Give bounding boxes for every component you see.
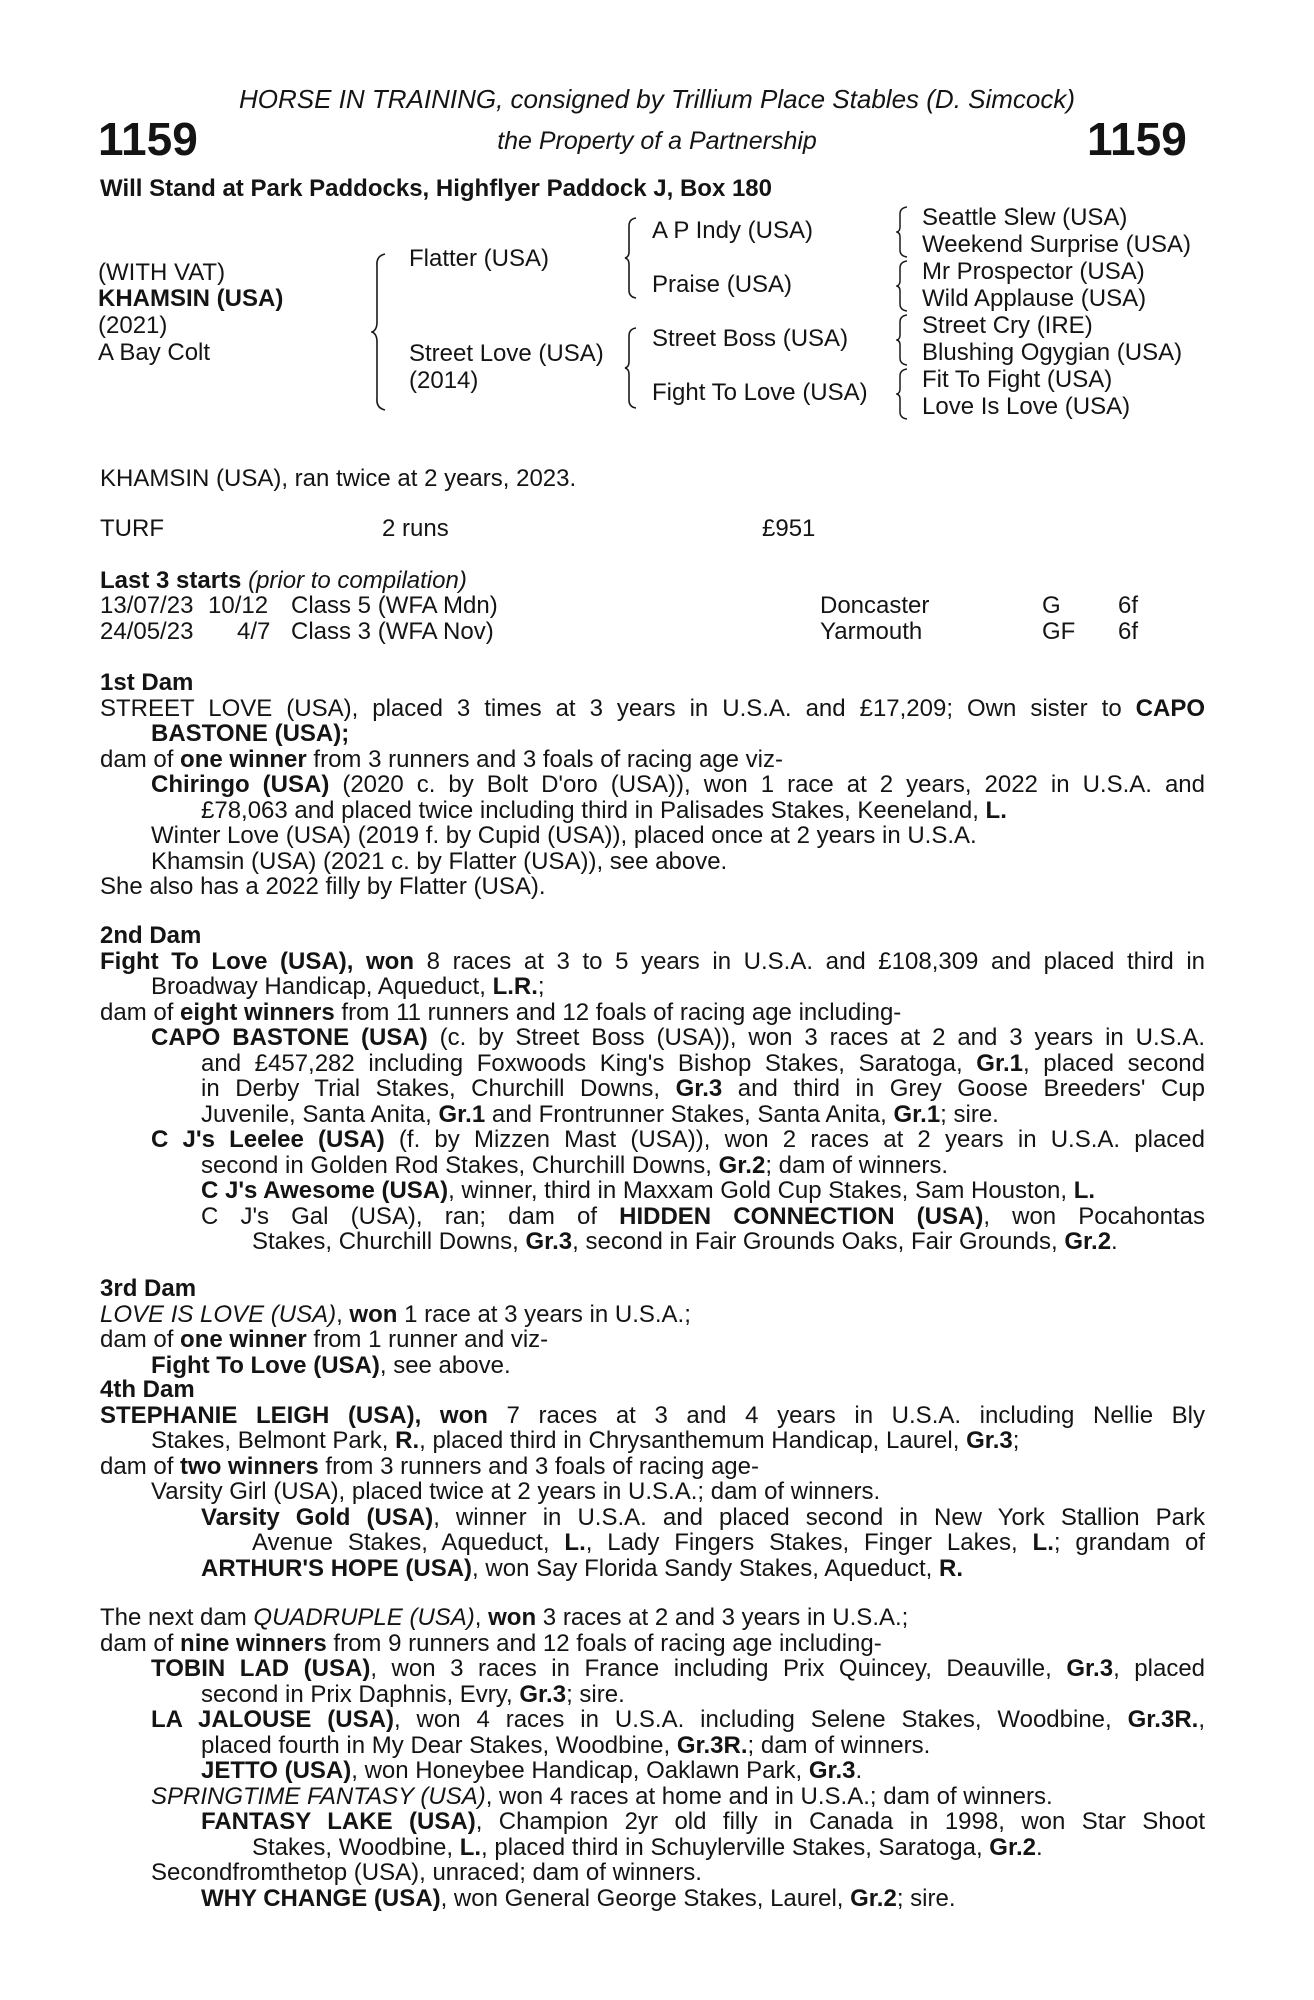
pedigree-brace-g2 [896, 259, 910, 313]
horse-name: KHAMSIN (USA) [98, 285, 284, 312]
lot-number-left: 1159 [98, 113, 198, 165]
pedigree-sire-dam: Praise (USA) [652, 271, 793, 298]
progeny-line: FANTASY LAKE (USA), Champion 2yr old filly in Canada in 1998, won Star Shoot [201, 1809, 1205, 1835]
text-line: second in Prix Daphnis, Evry, Gr.3; sire. [201, 1680, 625, 1708]
fourth-dam-section [100, 1377, 1205, 1581]
progeny-line: Khamsin (USA) (2021 c. by Flatter (USA)), see above. [151, 847, 728, 875]
lot-number-right: 1159 [1087, 113, 1187, 165]
record-surface: TURF [100, 515, 164, 542]
last-starts-note: (prior to compilation) [248, 567, 467, 594]
section-heading: 4th Dam [100, 1376, 195, 1403]
vat-note: (WITH VAT) [98, 259, 226, 286]
record-runs: 2 runs [382, 515, 449, 542]
section-heading: 2nd Dam [100, 922, 202, 949]
section-heading: 1st Dam [100, 669, 194, 696]
text-line: Broadway Handicap, Aqueduct, L.R.; [151, 973, 545, 1000]
start-date: 24/05/23 [100, 618, 194, 645]
start-distance: 6f [1118, 592, 1139, 619]
progeny-line: Winter Love (USA) (2019 f. by Cupid (USA)), placed once at 2 years in U.S.A. [151, 822, 977, 849]
progeny-line: C J's Gal (USA), ran; dam of HIDDEN CONNECTION (USA), won Pocahontas [201, 1203, 1205, 1229]
progeny-line: Chiringo (USA) (2020 c. by Bolt D'oro (USA)), won 1 race at 2 years, 2022 in U.S.A. and [151, 772, 1205, 798]
text-line: Stakes, Churchill Downs, Gr.3, second in Fair Grounds Oaks, Fair Grounds, Gr.2. [252, 1228, 1118, 1255]
pedigree-sire-sire: A P Indy (USA) [652, 217, 813, 244]
pedigree-brace-g3 [896, 313, 910, 367]
text-line: dam of one winner from 1 runner and viz- [100, 1326, 549, 1353]
start-date: 13/07/23 [100, 592, 194, 619]
text-line: LOVE IS LOVE (USA), won 1 race at 3 years in U.S.A.; [100, 1300, 691, 1328]
progeny-line: WHY CHANGE (USA), won General George Stakes, Laurel, Gr.2; sire. [201, 1884, 956, 1912]
text-line: dam of nine winners from 9 runners and 12 foals of racing age including- [100, 1629, 882, 1657]
pedigree-brace-g4 [896, 367, 910, 421]
pedigree-ancestor: Street Cry (IRE) [922, 312, 1093, 339]
record-earnings: £951 [762, 515, 816, 542]
text-line: in Derby Trial Stakes, Churchill Downs, Gr.3 and third in Grey Goose Breeders' Cup [201, 1076, 1205, 1102]
last-starts-title: Last 3 starts [100, 567, 242, 594]
text-line: Avenue Stakes, Aqueduct, L., Lady Fingers Stakes, Finger Lakes, L.; grandam of [252, 1530, 1205, 1556]
race-summary: KHAMSIN (USA), ran twice at 2 years, 2023. [100, 465, 577, 492]
start-going: G [1042, 592, 1061, 619]
section-heading: 3rd Dam [100, 1275, 197, 1302]
location-line: Will Stand at Park Paddocks, Highflyer Paddock J, Box 180 [100, 175, 772, 202]
pedigree-ancestor: Wild Applause (USA) [922, 285, 1147, 312]
text-line: Fight To Love (USA), won 8 races at 3 to 5 years in U.S.A. and £108,309 and placed third in [100, 948, 1205, 974]
pedigree-brace-sire [624, 216, 640, 300]
pedigree-brace-g1 [896, 205, 910, 259]
text-line: Stakes, Woodbine, L., placed third in Schuylerville Stakes, Saratoga, Gr.2. [252, 1833, 1043, 1861]
next-dam-section [100, 1605, 1205, 1911]
pedigree-ancestor: Love Is Love (USA) [922, 393, 1131, 420]
pedigree-dam-sire: Street Boss (USA) [652, 325, 849, 352]
text-line: STEPHANIE LEIGH (USA), won 7 races at 3 and 4 years in U.S.A. including Nellie Bly [100, 1402, 1205, 1428]
start-race: Class 5 (WFA Mdn) [291, 592, 498, 619]
start-distance: 6f [1118, 618, 1139, 645]
start-position: 10/12 [208, 592, 269, 619]
horse-year: (2021) [98, 312, 168, 339]
text-line: placed fourth in My Dear Stakes, Woodbine, Gr.3R.; dam of winners. [201, 1731, 931, 1759]
start-row [100, 619, 193, 645]
pedigree-dam-dam: Fight To Love (USA) [652, 379, 868, 406]
pedigree-ancestor: Weekend Surprise (USA) [922, 231, 1191, 258]
progeny-line: ARTHUR'S HOPE (USA), won Say Florida Sandy Stakes, Aqueduct, R. [201, 1554, 963, 1582]
pedigree-ancestor: Mr Prospector (USA) [922, 258, 1145, 285]
text-line: Stakes, Belmont Park, R., placed third in Chrysanthemum Handicap, Laurel, Gr.3; [151, 1427, 1020, 1454]
last-starts-heading [100, 568, 467, 594]
start-race: Class 3 (WFA Nov) [291, 618, 494, 645]
pedigree-ancestor: Seattle Slew (USA) [922, 204, 1128, 231]
progeny-line: LA JALOUSE (USA), won 4 races in U.S.A. including Selene Stakes, Woodbine, Gr.3R., [151, 1707, 1205, 1733]
text-line: Juvenile, Santa Anita, Gr.1 and Frontrunner Stakes, Santa Anita, Gr.1; sire. [201, 1100, 999, 1128]
pedigree-dam: Street Love (USA) [409, 340, 604, 367]
text-line: BASTONE (USA); [151, 720, 350, 747]
text-line: The next dam QUADRUPLE (USA), won 3 races at 2 and 3 years in U.S.A.; [100, 1604, 909, 1631]
text-line: second in Golden Rod Stakes, Churchill Downs, Gr.2; dam of winners. [201, 1151, 949, 1179]
progeny-line: Varsity Gold (USA), winner in U.S.A. and placed second in New York Stallion Park [201, 1504, 1205, 1530]
start-course: Yarmouth [820, 618, 923, 645]
text-line: dam of two winners from 3 runners and 3 foals of racing age- [100, 1452, 759, 1480]
start-row [100, 593, 193, 619]
text-line: dam of one winner from 3 runners and 3 foals of racing age viz- [100, 745, 783, 773]
progeny-line: JETTO (USA), won Honeybee Handicap, Oaklawn Park, Gr.3. [201, 1757, 863, 1784]
third-dam-section [100, 1276, 1205, 1378]
property-line: the Property of a Partnership [497, 127, 817, 155]
pedigree-ancestor: Blushing Ogygian (USA) [922, 339, 1183, 366]
start-going: GF [1042, 618, 1076, 645]
start-course: Doncaster [820, 592, 930, 619]
pedigree-ancestor: Fit To Fight (USA) [922, 366, 1113, 393]
text-line: and £457,282 including Foxwoods King's Bishop Stakes, Saratoga, Gr.1, placed second [201, 1050, 1205, 1076]
progeny-line: C J's Leelee (USA) (f. by Mizzen Mast (USA)), won 2 races at 2 years in U.S.A. placed [151, 1127, 1205, 1153]
start-position: 4/7 [237, 618, 271, 645]
pedigree-dam-year: (2014) [409, 367, 479, 394]
text-line: dam of eight winners from 11 runners and 12 foals of racing age including- [100, 998, 902, 1026]
progeny-line: Varsity Girl (USA), placed twice at 2 years in U.S.A.; dam of winners. [151, 1478, 881, 1505]
pedigree-brace-dam [624, 326, 640, 410]
progeny-line: Secondfromthetop (USA), unraced; dam of winners. [151, 1859, 702, 1886]
consignment-line: HORSE IN TRAINING, consigned by Trillium Place Stables (D. Simcock) [238, 84, 1076, 114]
progeny-line: CAPO BASTONE (USA) (c. by Street Boss (USA)), won 3 races at 2 and 3 years in U.S.A. [151, 1025, 1205, 1051]
progeny-line: SPRINGTIME FANTASY (USA), won 4 races at home and in U.S.A.; dam of winners. [151, 1782, 1053, 1810]
progeny-line: Fight To Love (USA), see above. [151, 1351, 511, 1379]
progeny-line: C J's Awesome (USA), winner, third in Maxxam Gold Cup Stakes, Sam Houston, L. [201, 1177, 1096, 1204]
first-dam-section [100, 670, 1205, 900]
text-line: STREET LOVE (USA), placed 3 times at 3 years in U.S.A. and £17,209; Own sister to CAPO [100, 695, 1205, 721]
pedigree-sire: Flatter (USA) [409, 245, 550, 272]
horse-description: A Bay Colt [98, 339, 211, 366]
pedigree-brace-main [371, 252, 391, 412]
text-line: £78,063 and placed twice including third in Palisades Stakes, Keeneland, L. [201, 796, 1007, 824]
progeny-line: TOBIN LAD (USA), won 3 races in France including Prix Quincey, Deauville, Gr.3, placed [151, 1656, 1205, 1682]
second-dam-section [100, 923, 1205, 1255]
text-line: She also has a 2022 filly by Flatter (USA). [100, 873, 546, 900]
